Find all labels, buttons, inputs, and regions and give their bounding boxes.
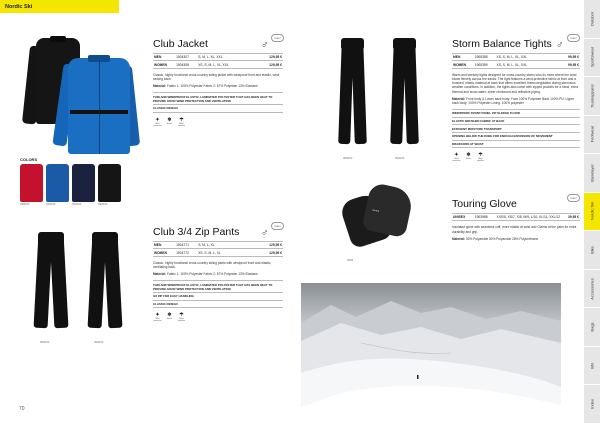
section-tabs	[584, 0, 600, 424]
craft-badge: CRAFT	[271, 34, 284, 42]
product-description: Warm and stretchy tights designed for cross-country skiers who do more where the wind blows fiercely across the tracks. The tight features a wind-protective fabric at front and a brushed, elastic material at back that offers excellent thermoregulation during strenuous weather conditions. In addition, the tights also come with zipped pockets for a hand, extra thermal and snow-water, sheer reinforced and reflective piping.	[452, 72, 578, 94]
swatch-label: 393000	[72, 202, 82, 206]
craft-badge: CRAFT	[567, 34, 580, 42]
feature-icons	[452, 152, 580, 162]
tab-teamapparel[interactable]	[584, 77, 600, 116]
tab-label: Bike	[589, 246, 595, 254]
product-description: Classic, highly functional cross-country skiing pants with windproof front and elastic, ventilating back.	[153, 260, 272, 269]
gender-icon: ♂	[556, 40, 564, 51]
zip-pants-block	[153, 226, 283, 323]
swatch-black	[98, 164, 121, 202]
touring-glove-block	[452, 198, 580, 241]
craft-badge: CRAFT	[567, 194, 580, 202]
spec-table	[153, 241, 283, 257]
swatch-label: 346000	[46, 202, 56, 206]
tights-label: 999000	[343, 156, 353, 160]
pants-label: 999000	[94, 340, 104, 344]
tab-nordic-ski[interactable]	[584, 193, 600, 232]
feature-list	[153, 280, 283, 308]
elastic-icon: ❄ Elastic	[166, 312, 173, 321]
tab-label: Teamapparel	[589, 84, 595, 108]
wind-protection-icon: ✦ Wind protection	[153, 312, 162, 323]
table-row: MEN 1905358 XS, S, M, L, XL, XXL 99,95 €	[453, 55, 579, 60]
list-item: 3/4 ZIP FOR EASY HANDLING	[153, 293, 283, 301]
table-row: WOMEN 1904308 XS, S, M, L, XL, XXL 129,95 €	[154, 62, 282, 67]
swatch-red	[20, 164, 43, 202]
list-item: THIN AND WINDPROOF ELASTIC, LAMINATED POLYESTER THAT HAS BEEN HEAT TO PROVIDE GOOD WIND PROTECTION AND VENTILATION	[153, 280, 283, 293]
water-repellent-icon: ☂ Water repellent	[178, 116, 185, 127]
pants-label: 999000	[40, 340, 50, 344]
tab-label: Accessories	[589, 277, 595, 300]
tab-label: Outdoor	[589, 11, 595, 26]
product-description: Insulated glove with seamless cuff, more elastic at wrist and Claims at the palm for extra durability and grip.	[452, 225, 577, 234]
spec-table	[452, 53, 580, 69]
tab-baselayer[interactable]	[584, 154, 600, 193]
gender-icon: ♂	[261, 40, 269, 51]
product-title: Club Jacket	[153, 38, 208, 50]
product-material: Material: Front body & Lower back body: Face 100% Polyester Back 100% PU. Upper back body: 100% Polyester Lining: 100% polyester	[452, 96, 575, 105]
list-item: WINDPROOF FRONT PANEL ZIP SLEDGE FLOOD	[452, 109, 580, 118]
tab-label: Index	[589, 399, 595, 410]
tab-label: Nordic Ski	[589, 202, 595, 221]
product-material: Material: Fabric 1: 100% Polyester Fabric 2: 87% Polyester 13% Elastane	[153, 84, 258, 89]
tab-footwear[interactable]	[584, 116, 600, 155]
product-description: Classic, highly functional cross-country skiing jacket with windproof front and elastic, wind sewing back.	[153, 72, 280, 81]
tab-index[interactable]	[584, 385, 600, 424]
product-title: Storm Balance Tights	[452, 38, 552, 50]
list-item: CLASSIC DESIGN	[153, 301, 283, 309]
tab-label: Sportswear	[589, 47, 595, 68]
swatch-blue	[46, 164, 69, 202]
tab-sportswear[interactable]	[584, 39, 600, 78]
product-title: Club 3/4 Zip Pants	[153, 226, 240, 238]
spec-table	[452, 213, 580, 221]
water-repellent-icon: ☂ Water repellent	[178, 312, 185, 323]
landscape-photo	[301, 283, 561, 424]
tab-label: Info	[589, 362, 595, 370]
table-row: MEN 1904771 S, M, L, XL 129,95 €	[154, 243, 282, 248]
section-tag: Nordic Ski	[0, 0, 119, 13]
product-title: Touring Glove	[452, 198, 517, 210]
list-item: DRAWCORD AT WAIST	[452, 141, 580, 149]
feature-icons	[153, 117, 283, 127]
list-item: ELASTIC BRUSHED FABRIC AT BACK	[452, 118, 580, 126]
feature-list	[153, 92, 283, 112]
table-row: WOMEN 1905359 XS, S, M, L, XL, XXL 99,95 €	[453, 62, 579, 67]
list-item: CLASSIC DESIGN	[153, 105, 283, 113]
spec-table	[153, 53, 283, 69]
water-repellent-icon: ☂ Water repellent	[477, 152, 484, 163]
craft-badge: CRAFT	[271, 222, 284, 230]
tab-accessories[interactable]	[584, 270, 600, 309]
table-row: UNISEX 1903988 XXS/5, XS/7, S/8, M/9, L/10, XL/11, XXL/12 39,95 €	[453, 215, 579, 220]
table-row: MEN 1904307 S, M, L, XL, XXL 129,95 €	[154, 55, 282, 60]
feature-list	[452, 109, 580, 148]
product-material: Material: Fabric 1: 100% Polyester Fabric 2: 87% Polyester 13% Elastane	[153, 272, 258, 277]
tights-label: 999000	[395, 156, 405, 160]
storm-tights-block	[452, 38, 580, 163]
club-jacket-block	[153, 38, 283, 127]
elastic-icon: ❄ Elastic	[465, 152, 472, 161]
feature-icons	[153, 312, 283, 322]
page-number: 70	[19, 406, 25, 412]
mountain-illustration	[301, 283, 561, 424]
colors-label: COLORS	[20, 157, 38, 162]
gender-icon: ♂	[261, 228, 269, 239]
list-item: OPENING BELOW THE KNEE FOR ENOUGH EXPANSION OF MOVEMENT	[452, 133, 580, 141]
list-item: THIN AND WINDPROOF ELASTIC, LAMINATED POLYESTER THAT HAS BEEN HEAT TO PROVIDE GOOD WIND PROTECTION AND VENTILATION	[153, 92, 283, 105]
tab-bags[interactable]	[584, 308, 600, 347]
tab-label: Baselayer	[589, 164, 595, 182]
product-material: Material: 50% Polyamide 50% Polyamide 28% Polyurethane	[452, 236, 539, 241]
tab-outdoor[interactable]	[584, 0, 600, 39]
swatch-label: 999000	[20, 202, 30, 206]
wind-protection-icon: ✦ Wind protection	[452, 152, 461, 163]
table-row: WOMEN 1904772 XS, S, M, L, XL 129,95 €	[154, 250, 282, 255]
tab-label: Bags	[589, 322, 595, 332]
wind-protection-icon: ✦ Wind protection	[153, 116, 162, 127]
swatch-label: 999000	[98, 202, 108, 206]
glove-print: ▪▪▪▪	[371, 207, 380, 215]
list-item: EFFICIENT MOISTURE TRANSPORT	[452, 125, 580, 133]
elastic-icon: ❄ Elastic	[166, 116, 173, 125]
tab-label: Footwear	[589, 126, 595, 143]
tab-info[interactable]	[584, 347, 600, 386]
tab-bike[interactable]	[584, 231, 600, 270]
glove-label: 9999	[347, 258, 354, 262]
swatch-navy	[72, 164, 95, 202]
